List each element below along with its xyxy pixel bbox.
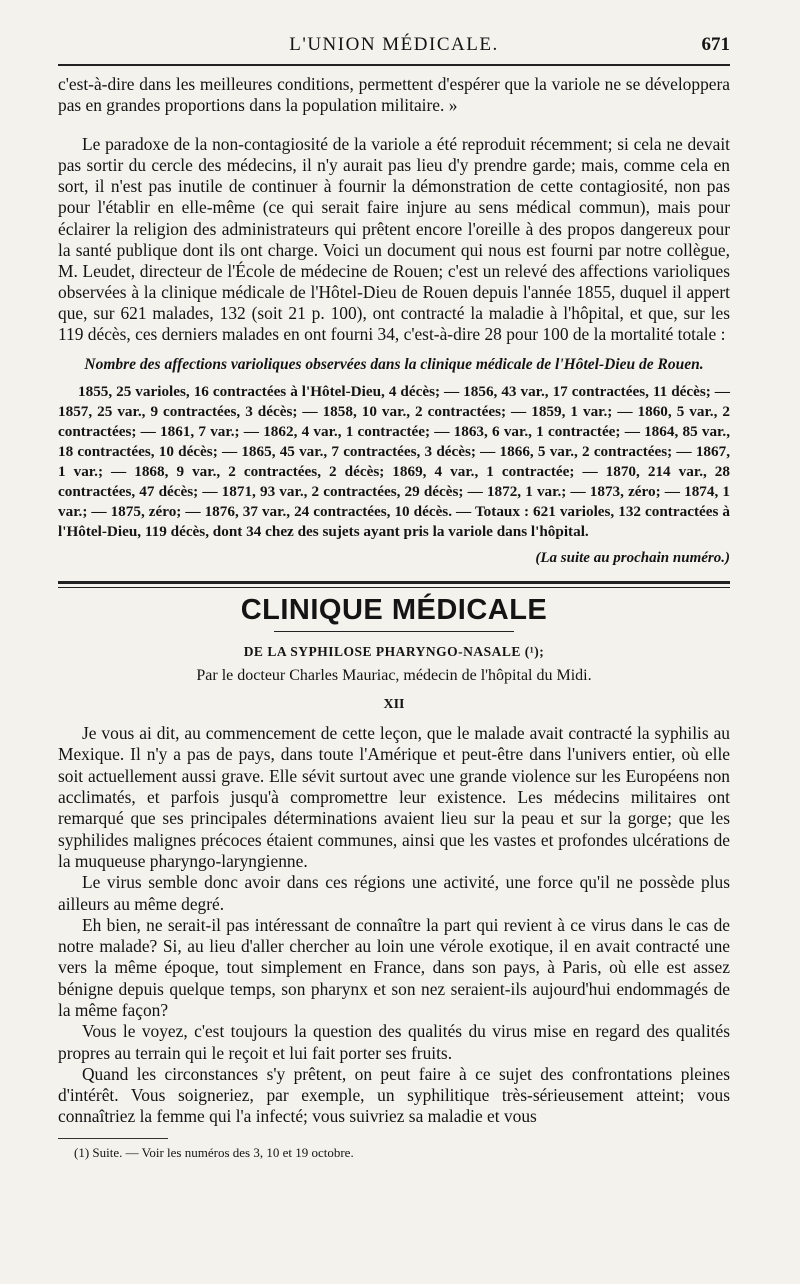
article-author: Par le docteur Charles Mauriac, médecin de l'hôpital du Midi.: [196, 667, 592, 685]
article-body: [58, 723, 730, 1128]
body-paragraph-4: Vous le voyez, c'est toujours la question des qualités du virus mise en regard des qualités propres au terrain qui le reçoit et lui fait porter ses fruits.: [58, 1021, 730, 1063]
body-paragraph-5: Quand les circonstances s'y prêtent, on peut faire à ce sujet des confrontations pleines d'intérêt. Vous soigneriez, par exemple, un syphilitique très-sérieusement atteint; vous connaîtriez la femme qui l'a infecté; vous suivriez sa maladie et vous: [58, 1063, 730, 1127]
body-paragraph-1: Je vous ai dit, au commencement de cette leçon, que le malade avait contracté la syphilis au Mexique. Il n'y a pas de pays, dans toute l'Amérique et peut-être dans l'univers entier, où elle soit actuellement aussi grave. Elle sévit surtout avec une grande violence sur les Européens non acclimatés, et parfois jusqu'à compromettre leur existence. Les médecins militaires ont remarqué que ses principales déterminations avaient lieu sur la peau et sur la gorge; que les syphilides malignes précoces étaient communes, ainsi que les vastes et profondes ulcérations de la muqueuse pharyngo-laryngienne.: [58, 723, 730, 871]
footnote: (1) Suite. — Voir les numéros des 3, 10 et 19 octobre.: [74, 1144, 354, 1160]
page-number: 671: [701, 34, 730, 55]
section-divider: [58, 581, 730, 584]
header-rule: [58, 64, 730, 66]
page-content: [58, 74, 730, 1161]
smallpox-statistics: 1855, 25 varioles, 16 contractées à l'Hôtel-Dieu, 4 décès; — 1856, 43 var., 17 contractées, 11 décès; — 1857, 25 var., 9 contractées, 3 décès; — 1858, 10 var., 2 contractées; — 1859, 1 var.; — 1860, 5 var., 2 contractées; — 1861, 7 var.; — 1862, 4 var., 1 contractée; — 1863, 6 var., 1 contractée; — 1864, 85 var., 18 contractées, 10 décès; — 1865, 45 var., 7 contractées, 3 décès; — 1866, 5 var., 2 contractées; — 1867, 1 var.; — 1868, 9 var., 2 contractées, 2 décès; 1869, 4 var., 1 contractée; — 1870, 214 var., 28 contractées, 47 décès; — 1871, 93 var., 2 contractées, 29 décès; — 1872, 1 var.; — 1873, zéro; — 1874, 1 var.; — 1875, zéro; — 1876, 37 var., 24 contractées, 10 décès. — Totaux : 621 varioles, 132 contractées à l'Hôtel-Dieu, 119 décès, dont 34 chez des sujets ayant pris la variole dans l'hôpital.: [58, 383, 730, 541]
section-title: CLINIQUE MÉDICALE: [240, 594, 548, 627]
footnote-rule: [58, 1138, 168, 1139]
section-divider-thin: [58, 587, 730, 588]
lesson-numeral: XII: [383, 697, 405, 713]
journal-title: L'UNION MÉDICALE.: [289, 34, 499, 55]
paradox-paragraph: Le paradoxe de la non-contagiosité de la variole a été reproduit récemment; si cela ne devait pas sortir du cercle des médecins, il n'y aurait pas lieu d'y prendre garde; mais, comme cela en sort, il n'est pas inutile de continuer à fournir la démonstration de cette contagiosité, non pas pour l'établir en elle-même (ce qui serait faire injure au sens médical commun), mais pour éclairer la religion des administrateurs qui prêtent encore l'oreille à des propos dangereux pour la santé publique dont ils ont charge. Voici un document qui nous est fourni par notre collègue, M. Leudet, directeur de l'École de médecine de Rouen; c'est un relevé des affections varioliques observées à la clinique médicale de l'Hôtel-Dieu de Rouen depuis l'année 1855, duquel il appert que, sur 621 malades, 132 (soit 21 p. 100), ont contracté la maladie à l'hôpital, et que, sur les 119 décès, ces derniers malades en ont fourni 34, c'est-à-dire 28 pour 100 de la mortalité totale :: [58, 134, 730, 345]
article-subtitle: DE LA SYPHILOSE PHARYNGO-NASALE (¹);: [243, 644, 545, 660]
smallpox-table-title: Nombre des affections varioliques observées dans la clinique médicale de l'Hôtel-Dieu de Rouen.: [84, 356, 704, 374]
body-paragraph-3: Eh bien, ne serait-il pas intéressant de connaître la part qui revient à ce virus dans le cas de notre malade? Si, au lieu d'aller chercher au loin une vérole exotique, il en avait contracté une vers la même époque, tout simplement en France, dans son pays, à Paris, où elle est assez bénigne depuis quelque temps, son pharynx et son nez seraient-ils aujourd'hui endommagés de la même façon?: [58, 914, 730, 1020]
continued-paragraph: c'est-à-dire dans les meilleures conditions, permettent d'espérer que la variole ne se développera pas en grandes proportions dans la population militaire. »: [58, 74, 730, 116]
running-header: [58, 32, 730, 68]
continued-note: (La suite au prochain numéro.): [535, 550, 730, 567]
section-title-rule: [274, 631, 514, 632]
body-paragraph-2: Le virus semble donc avoir dans ces régions une activité, une force qu'il ne possède plus ailleurs au même degré.: [58, 872, 730, 914]
